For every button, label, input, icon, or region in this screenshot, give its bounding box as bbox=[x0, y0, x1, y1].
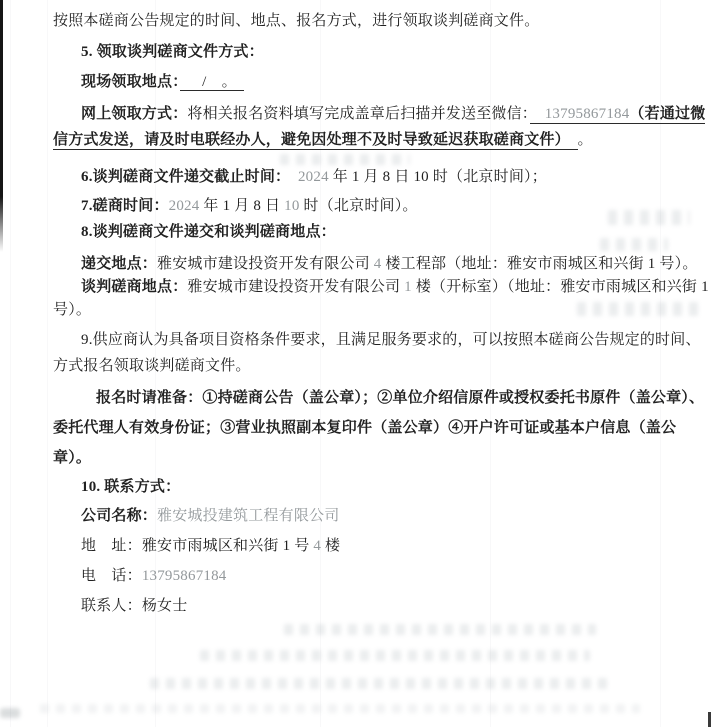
scan-streak bbox=[47, 0, 48, 727]
address-line bbox=[53, 533, 709, 559]
intro-text: 按照本磋商公告规定的时间、地点、报名方式，进行领取谈判磋商文件。 bbox=[53, 13, 540, 29]
item-8-heading-text: 8.谈判磋商文件递交和谈判磋商地点： bbox=[81, 224, 336, 240]
phone-value: 13795867184 bbox=[141, 568, 227, 584]
online-pickup-note: （若通过微信方式发送，请及时电联经办人，避免因处理不及时导致延迟获取磋商文件） bbox=[53, 106, 706, 148]
company-name-label: 公司名称： bbox=[81, 508, 158, 524]
address-value: 雅安市雨城区和兴街 1 号 bbox=[141, 538, 314, 554]
negotiation-location-address: 楼（开标室）（地址：雅安市雨城区和兴街 1 号）。 bbox=[53, 279, 709, 318]
item-10-heading-text: 10. 联系方式： bbox=[81, 479, 181, 495]
phone-label: 电 话： bbox=[81, 568, 142, 584]
negotiation-location-paragraph bbox=[53, 276, 709, 322]
document-body bbox=[53, 8, 709, 619]
online-pickup-label: 网上领取方式： bbox=[81, 106, 188, 122]
section-5-heading-text: 5. 领取谈判磋商文件方式： bbox=[81, 44, 264, 60]
paragraph-intro bbox=[53, 8, 709, 34]
address-suffix: 楼 bbox=[321, 538, 341, 554]
online-pickup-text: 将相关报名资料填写完成盖章后扫描并发送至微信： bbox=[187, 106, 530, 122]
submit-location-address: 楼工程部（地址：雅安市雨城区和兴街 1 号）。 bbox=[381, 256, 698, 272]
onsite-pickup-label: 现场领取地点： bbox=[81, 74, 180, 90]
prepare-text: 报名时请准备：①持磋商公告（盖公章）；②单位介绍信原件或授权委托书原件（盖公章）、委托代理人有效身份证；③营业执照副本复印件（盖公章）④开户许可证或基本户信息（盖公章）。 bbox=[53, 390, 705, 466]
item-9-paragraph bbox=[53, 327, 709, 379]
onsite-pickup-blank: / 。 bbox=[180, 74, 244, 91]
item-7-time-line bbox=[53, 193, 709, 219]
negotiation-location-company: 雅安城市建设投资开发有限公司 bbox=[187, 279, 405, 295]
contact-person-line bbox=[53, 593, 709, 619]
online-pickup-paragraph bbox=[53, 101, 709, 153]
item-6-year: 2024 bbox=[282, 169, 329, 185]
submit-location-label: 递交地点： bbox=[81, 256, 158, 272]
address-floor: 4 bbox=[313, 538, 322, 554]
onsite-pickup-line bbox=[53, 69, 709, 95]
prepare-paragraph bbox=[53, 383, 709, 473]
scan-streak bbox=[10, 0, 11, 727]
bleed-through-artifact bbox=[200, 650, 590, 661]
item-7-date: 年 1 月 8 日 bbox=[199, 198, 285, 214]
item-7-hour: 10 bbox=[284, 198, 300, 214]
section-5-heading bbox=[53, 39, 709, 65]
company-name-value: 雅安城投建筑工程有限公司 bbox=[157, 508, 340, 524]
item-6-deadline-line bbox=[53, 164, 709, 190]
item-7-year: 2024 bbox=[168, 198, 200, 214]
wechat-number: 13795867184 bbox=[529, 106, 630, 122]
bleed-through-artifact bbox=[150, 678, 610, 689]
bleed-through-artifact bbox=[40, 704, 640, 713]
submit-location-floor: 4 bbox=[373, 256, 382, 272]
address-label: 地 址： bbox=[81, 538, 142, 554]
contact-person-value: 杨女士 bbox=[141, 598, 188, 614]
item-7-rest: 时（北京时间）。 bbox=[299, 198, 418, 214]
item-8-heading bbox=[53, 219, 709, 245]
online-pickup-period: 。 bbox=[577, 132, 593, 148]
company-name-line bbox=[53, 503, 709, 529]
item-6-datetime: 年 1 月 8 日 10 时（北京时间）； bbox=[328, 169, 547, 185]
item-7-label: 7.磋商时间： bbox=[81, 198, 169, 214]
scan-edge-strip bbox=[0, 0, 3, 252]
item-6-label: 6.谈判磋商文件递交截止时间： bbox=[81, 169, 283, 185]
bleed-through-artifact bbox=[284, 624, 596, 635]
contact-person-label: 联系人： bbox=[81, 598, 142, 614]
item-10-heading bbox=[53, 474, 709, 500]
negotiation-location-floor: 1 bbox=[404, 279, 412, 295]
phone-line bbox=[53, 563, 709, 589]
negotiation-location-label: 谈判磋商地点： bbox=[81, 279, 188, 295]
submit-location-company: 雅安城市建设投资开发有限公司 bbox=[157, 256, 374, 272]
item-9-text: 9.供应商认为具备项目资格条件要求，且满足服务要求的，可以按照本磋商公告规定的时间、方式报名领取谈判磋商文件。 bbox=[53, 332, 701, 374]
submit-location-line bbox=[53, 253, 709, 276]
